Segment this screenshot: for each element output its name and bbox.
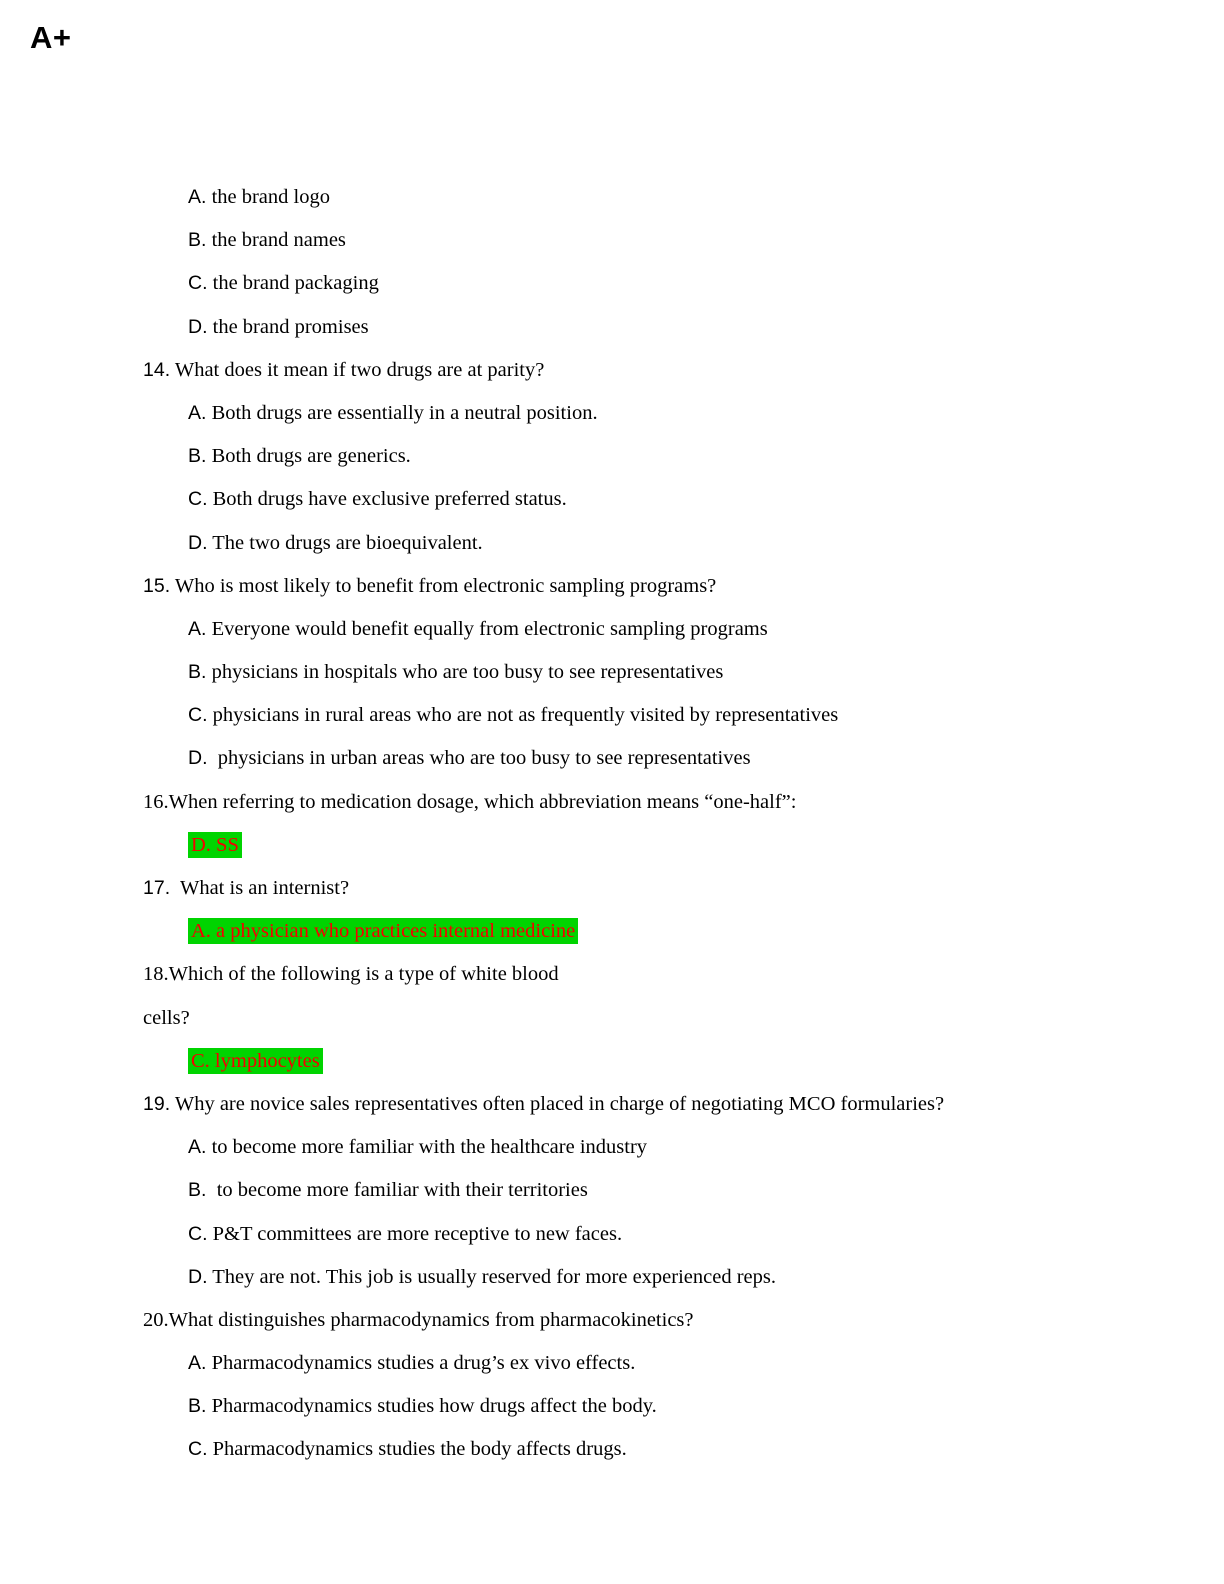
option-line [143,1126,1203,1169]
option-letter: B. [188,661,207,684]
option-text: Pharmacodynamics studies a drug’s ex vivo effects. [206,1352,636,1375]
option-letter: C. [188,1438,208,1461]
option-text: to become more familiar with their territories [206,1179,588,1202]
option-line [143,1256,1203,1299]
question-number: 17. [143,877,171,899]
option-letter: D. [188,747,208,770]
question-text: Who is most likely to benefit from electronic sampling programs? [170,574,717,597]
option-letter: A. [188,1352,207,1375]
option-line [143,1342,1203,1385]
option-line [143,608,1203,651]
option-letter: C. [188,704,208,727]
question-text: What is an internist? [170,877,350,899]
option-text: Both drugs have exclusive preferred status. [207,488,567,511]
question-line [143,867,1203,910]
option-line [143,737,1203,780]
option-line [143,1213,1203,1256]
option-text: Pharmacodynamics studies the body affects drugs. [207,1438,627,1461]
option-letter: A. [188,401,207,424]
question-line [143,781,1203,824]
option-text: P&T committees are more receptive to new faces. [207,1222,623,1245]
option-letter: D. [188,531,208,554]
answer-highlight: A. a physician who practices internal medicine [188,918,578,944]
option-line [143,392,1203,435]
option-text: the brand packaging [207,272,379,295]
answer-line [143,824,1203,867]
question-text: What does it mean if two drugs are at parity? [170,358,545,381]
option-text: physicians in rural areas who are not as frequently visited by representatives [207,704,839,727]
option-line [143,478,1203,521]
answer-line [143,910,1203,953]
option-line [143,435,1203,478]
question-line [143,349,1203,392]
option-line [143,694,1203,737]
option-letter: A. [188,1136,207,1159]
option-letter: B. [188,1179,207,1202]
option-letter: B. [188,229,207,252]
question-text: 16.When referring to medication dosage, which abbreviation means “one-half”: [143,790,797,813]
question-text-wrap: cells? [143,1006,190,1029]
question-text: 18.Which of the following is a type of white blood [143,963,559,986]
question-number: 14. [143,358,171,381]
option-line [143,651,1203,694]
question-number: 19. [143,1092,171,1115]
question-line [143,953,1203,996]
question-number: 15. [143,574,171,597]
option-line [143,176,1203,219]
answer-line [143,1040,1203,1083]
option-line [143,1169,1203,1212]
question-line [143,1299,1203,1342]
question-line [143,565,1203,608]
document-body [143,176,1203,1472]
option-letter: B. [188,1395,207,1418]
answer-highlight: D. SS [188,832,242,858]
option-letter: A. [188,617,207,640]
option-text: Everyone would benefit equally from electronic sampling programs [206,617,768,640]
answer-highlight: C. lymphocytes [188,1048,323,1074]
option-letter: C. [188,272,208,295]
option-text: the brand logo [206,186,330,208]
option-text: physicians in hospitals who are too busy to see representatives [206,661,724,684]
option-line [143,1385,1203,1428]
option-letter: A. [188,186,207,208]
option-letter: B. [188,445,207,468]
option-line [143,219,1203,262]
option-text: the brand promises [207,315,369,338]
question-text: 20.What distinguishes pharmacodynamics from pharmacokinetics? [143,1308,694,1331]
question-continuation-line [143,997,1203,1040]
option-text: They are not. This job is usually reserved for more experienced reps. [207,1265,777,1288]
option-text: Both drugs are essentially in a neutral position. [206,401,598,424]
option-line [143,522,1203,565]
option-letter: C. [188,1222,208,1245]
option-text: Pharmacodynamics studies how drugs affect the body. [206,1395,657,1418]
option-line [143,262,1203,305]
option-line [143,1428,1203,1471]
option-text: physicians in urban areas who are too busy to see representatives [207,747,751,770]
grade-mark: A+ [30,20,72,55]
question-line [143,1083,1203,1126]
option-text: to become more familiar with the healthcare industry [206,1136,648,1159]
option-text: Both drugs are generics. [206,445,411,468]
option-letter: D. [188,1265,208,1288]
option-letter: D. [188,315,208,338]
question-text: Why are novice sales representatives often placed in charge of negotiating MCO formularies? [170,1092,945,1115]
option-text: The two drugs are bioequivalent. [207,531,483,554]
option-line [143,306,1203,349]
option-text: the brand names [206,229,346,252]
option-letter: C. [188,488,208,511]
